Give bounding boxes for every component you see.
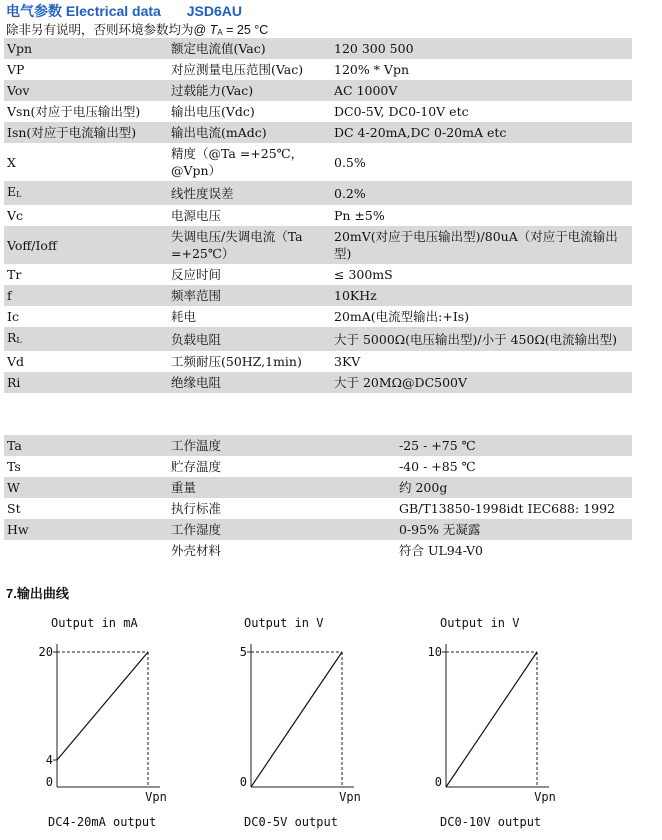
param-value: ≤ 300mS [334, 267, 393, 282]
series-line [446, 652, 537, 787]
page-title [6, 1, 242, 17]
chart-caption: DC0-10V output [440, 815, 542, 829]
subtitle-ta-sub: A [217, 28, 223, 37]
y-tick-label: 20 [38, 645, 53, 659]
param-value: 0.5% [334, 154, 366, 170]
param-row [4, 101, 632, 122]
param-symbol: Vd [7, 354, 25, 369]
param-value: GB/T13850-1998idt IEC688: 1992 [399, 501, 615, 516]
param-name: 线性度误差 [168, 181, 331, 205]
param-value: DC0-5V, DC0-10V etc [334, 104, 469, 119]
section-title: 7.输出曲线 [6, 586, 69, 601]
x-axis-label: Vpn [339, 790, 361, 804]
param-symbol: Vc [7, 208, 24, 223]
param-symbol: EL [4, 181, 168, 205]
param-name: 负载电阻 [168, 327, 331, 351]
model-name: JSD6AU [186, 3, 242, 19]
param-row [4, 456, 632, 477]
param-symbol: Hw [4, 519, 168, 540]
param-row [4, 143, 632, 181]
param-row [4, 435, 632, 456]
param-name: 贮存温度 [171, 459, 222, 474]
output-curves [0, 600, 662, 840]
param-name: 过载能力(Vac) [168, 80, 331, 101]
param-value: 符合 UL94-V0 [399, 543, 484, 558]
param-row [4, 540, 632, 561]
param-row [4, 519, 632, 540]
param-name: 执行标准 [171, 501, 222, 516]
environment-params-table [4, 435, 632, 561]
param-symbol: Ri [4, 372, 168, 393]
chart-title: Output in V [244, 616, 324, 630]
title-text: 电气参数 Electrical data [6, 3, 161, 19]
param-name: 耗电 [171, 309, 197, 324]
subtitle-prefix: 除非另有说明，否则环境参数均为@ [6, 23, 210, 37]
param-row [4, 59, 632, 80]
subtitle-suffix: = 25 °C [222, 23, 269, 37]
param-value: 20mA(电流型输出:+Is) [334, 309, 470, 324]
y-tick-label: 4 [45, 753, 53, 767]
param-row [4, 477, 632, 498]
param-row [4, 351, 632, 372]
param-name: 频率范围 [168, 285, 331, 306]
param-row [4, 181, 632, 205]
param-value: AC 1000V [331, 80, 632, 101]
param-value: 0.2% [331, 181, 632, 205]
param-name: 重量 [168, 477, 396, 498]
param-value: -25 - +75 ℃ [396, 435, 632, 456]
param-value: 20mV(对应于电压输出型)/80uA（对应于电流输出型) [331, 226, 632, 264]
param-symbol: f [4, 285, 168, 306]
subtitle [6, 20, 268, 37]
param-value: -40 - +85 ℃ [399, 459, 476, 474]
chart-caption: DC4-20mA output [48, 815, 157, 829]
param-symbol: Ta [4, 435, 168, 456]
param-row [4, 327, 632, 351]
param-row [4, 285, 632, 306]
y-tick-label: 0 [434, 775, 442, 789]
series-line [251, 652, 342, 787]
param-name: 精度（@Ta =+25℃，@Vpn） [171, 146, 304, 178]
param-symbol: X [7, 154, 16, 170]
param-name: 工作湿度 [168, 519, 396, 540]
param-row [4, 306, 632, 327]
param-symbol: Ic [7, 309, 19, 324]
param-symbol: W [4, 477, 168, 498]
param-symbol: St [7, 501, 21, 516]
param-row [4, 372, 632, 393]
param-symbol [4, 540, 168, 561]
param-symbol: Isn(对应于电流输出型) [4, 122, 168, 143]
y-tick-label: 10 [427, 645, 442, 659]
subtitle-ta: T [209, 23, 218, 37]
chart-title: Output in mA [51, 616, 138, 630]
param-name: 反应时间 [171, 267, 222, 282]
param-row [4, 226, 632, 264]
param-name: 电源电压 [171, 208, 222, 223]
param-name: 外壳材料 [171, 543, 222, 558]
param-name: 额定电流值(Vac) [168, 38, 331, 59]
param-value: 约 200g [396, 477, 632, 498]
param-value: Pn ±5% [334, 208, 385, 223]
param-symbol-sub: L [16, 336, 22, 345]
x-axis-label: Vpn [145, 790, 167, 804]
param-value: 0-95% 无凝露 [396, 519, 632, 540]
param-symbol: Voff/Ioff [4, 226, 168, 264]
electrical-params-table [4, 38, 632, 393]
param-name: 工作温度 [168, 435, 396, 456]
param-symbol: Vov [4, 80, 168, 101]
param-name: 绝缘电阻 [168, 372, 331, 393]
param-symbol-sub: L [16, 190, 22, 199]
param-value: 10KHz [331, 285, 632, 306]
param-symbol: RL [4, 327, 168, 351]
x-axis-label: Vpn [534, 790, 556, 804]
param-value: 大于 20MΩ@DC500V [331, 372, 632, 393]
param-value: 3KV [334, 354, 361, 369]
y-tick-label: 0 [45, 775, 53, 789]
param-row [4, 264, 632, 285]
y-tick-label: 5 [239, 645, 247, 659]
param-name: 输出电流(mAdc) [168, 122, 331, 143]
param-name: 对应测量电压范围(Vac) [171, 62, 304, 77]
param-row [4, 80, 632, 101]
param-name: 失调电压/失调电流（Ta =+25℃） [168, 226, 331, 264]
param-value: 大于 5000Ω(电压输出型)/小于 450Ω(电流输出型) [331, 327, 632, 351]
param-symbol: VP [7, 62, 25, 77]
series-line [57, 652, 148, 760]
param-symbol: Vsn(对应于电压输出型) [7, 104, 141, 119]
chart-title: Output in V [440, 616, 520, 630]
param-value: 120% * Vpn [334, 62, 410, 77]
param-row [4, 498, 632, 519]
param-value: DC 4-20mA,DC 0-20mA etc [331, 122, 632, 143]
param-name: 工频耐压(50HZ,1min) [171, 354, 302, 369]
y-tick-label: 0 [239, 775, 247, 789]
param-symbol: Tr [7, 267, 22, 282]
param-row [4, 122, 632, 143]
param-row [4, 205, 632, 226]
param-symbol: Vpn [4, 38, 168, 59]
param-symbol: Ts [7, 459, 21, 474]
param-name: 输出电压(Vdc) [171, 104, 255, 119]
param-row [4, 38, 632, 59]
chart-caption: DC0-5V output [244, 815, 338, 829]
param-value: 120 300 500 [331, 38, 632, 59]
